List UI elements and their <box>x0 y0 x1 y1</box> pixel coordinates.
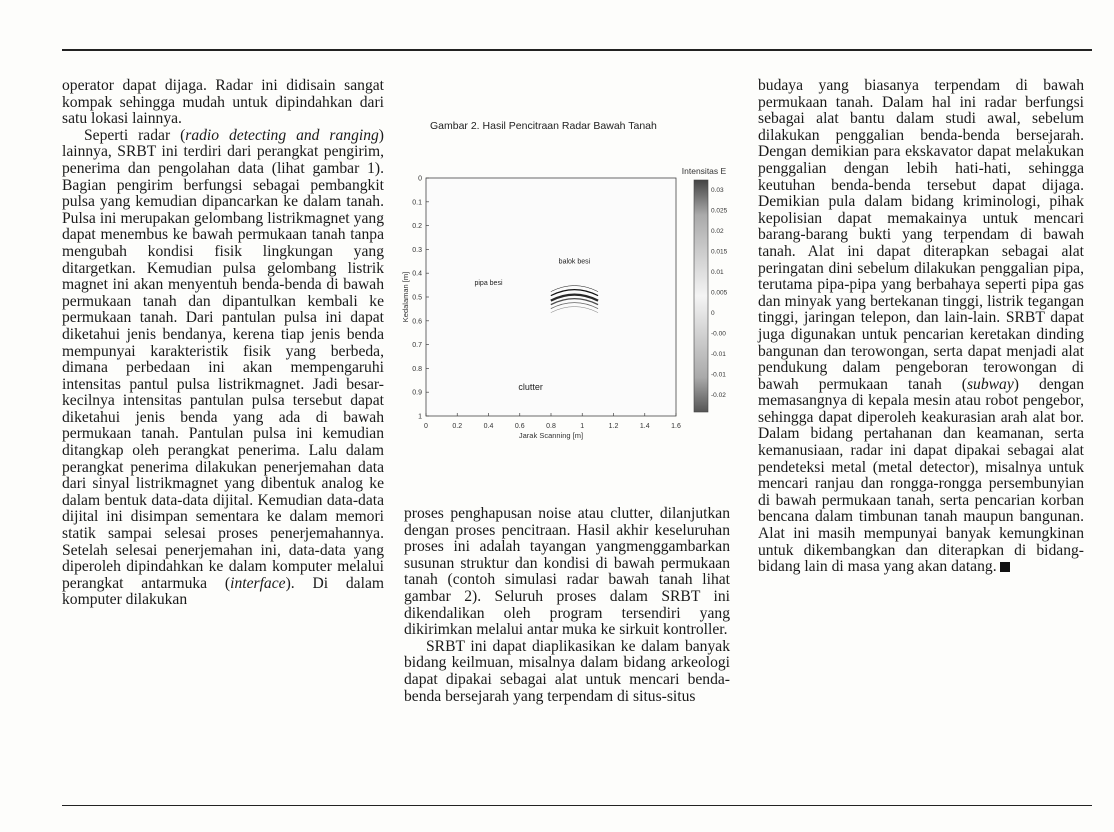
x-tick-label: 1 <box>580 423 585 430</box>
colorbar-tick-label: -0.01 <box>711 351 726 358</box>
y-tick-label: 0.3 <box>412 246 422 254</box>
text: ) lainnya, SRBT ini terdiri dari perangkat pengirim, penerima dan pengolahan data (lihat gambar 1). Bagian pengirim berfungsi sebagai pembangkit pulsa yang kemudian dipancarkan ke dalam tanah. Pulsa ini merupakan gelombang listrikmagnet yang dapat menembus ke bawah permukaan tanah tanpa mengubah kondisi fisik lingkungan yang ditargetkan. Kemudian pulsa gelombang listrik magnet ini akan menyentuh benda-benda di bawah permukaan tanah dan dipantulkan kembali ke permukaan tanah. Dari pantulan pulsa ini dapat diketahui jenis bendanya, kerena tiap jenis benda mempunyai karakteristik fisik yang berbeda, dimana perbedaan ini akan mempengaruhi intensitas pantul pulsa listrikmagnet. Jadi besar-kecilnya intensitas pantulan pulsa tersebut dapat diketahui jenis benda yang ada di bawah permukaan tanah. Pantulan pulsa ini kemudian ditangkap oleh perangkat penerima. Lalu dalam perangkat penerima dilakukan penerjemahan data dari sinyal listrikmagnet yang dibentuk analog ke dalam bentuk data-data dijital. Kemudian data-data dijital ini disimpan sementara ke dalam memori statik sampai selesai proses penerjemahannya. Setelah selesai penerjemahan ini, data-data yang diperoleh dipindahkan ke dalam komputer melalui perangkat antarmuka ( <box>62 126 384 592</box>
y-tick-label: 0.5 <box>412 294 422 302</box>
colorbar-tick-label: 0 <box>711 310 715 317</box>
paragraph: proses penghapusan noise atau clutter, dilanjutkan dengan proses pencitraan. Hasil akhir keseluruhan proses ini adalah tayangan yangmenggambarkan susunan struktur dan kondisi di bawah permukaan tanah (contoh simulasi radar bawah tanah lihat gambar 2). Seluruh proses dalam SRBT ini dikendalikan oleh program tersendiri yang dikirimkan melalui antar muka ke sirkuit kontroller. <box>404 505 730 639</box>
top-rule <box>62 49 1092 51</box>
text: Seperti radar ( <box>84 126 186 144</box>
emphasis: radio detecting and ranging <box>185 126 379 144</box>
text: ) dengan memasangnya di kepala mesin atau robot pengebor, sehingga dapat diperoleh keakurasian arah alat bor. Dalam bidang pertahanan dan keamanan, serta kemanusiaan, radar ini dapat dipakai sebagai alat pendeteksi metal (metal detector), misalnya untuk mencari ranjau dan rongga-rongga persembunyian di bawah permukaan tanah, serta pencarian korban bencana dalam timbunan tanah maupun bangunan. Alat ini masih mempunyai banyak kemungkinan untuk dikembangkan dan diterapkan di bidang-bidang lain di masa yang akan datang. <box>758 375 1084 576</box>
y-tick-label: 0 <box>418 175 422 183</box>
x-tick-label: 0.8 <box>546 423 556 430</box>
colorbar-tick-label: -0.00 <box>711 330 726 338</box>
x-tick-label: 0 <box>424 423 428 430</box>
figure-caption: Gambar 2. Hasil Pencitraan Radar Bawah Tanah <box>430 120 657 132</box>
colorbar-tick-label: 0.03 <box>711 187 724 194</box>
colorbar-label: Intensitas E <box>681 166 727 176</box>
y-tick-label: 0.1 <box>412 199 422 207</box>
colorbar-tick-label: -0.02 <box>711 392 726 399</box>
x-tick-label: 1.2 <box>608 423 619 430</box>
y-tick-label: 0.9 <box>412 389 422 397</box>
paragraph: SRBT ini dapat diaplikasikan ke dalam banyak bidang keilmuan, misalnya dalam bidang arkeologi dapat dipakai sebagai alat untuk mencari benda-benda bersejarah yang terpendam di situs-situs <box>404 637 730 705</box>
y-tick-label: 0.2 <box>412 223 422 231</box>
column-right <box>758 78 1084 576</box>
emphasis: subway <box>966 375 1014 393</box>
y-tick-label: 1 <box>418 413 422 421</box>
end-mark-icon <box>1000 562 1010 572</box>
x-tick-label: 0.6 <box>514 423 525 430</box>
colorbar-tick-label: 0.01 <box>711 269 724 276</box>
bottom-rule <box>62 805 1092 806</box>
annotation-label: balok besi <box>558 258 591 266</box>
annotation-label: pipa besi <box>474 280 503 288</box>
x-tick-label: 1.6 <box>671 423 681 430</box>
colorbar-tick-label: 0.025 <box>711 207 728 215</box>
colorbar <box>694 180 708 412</box>
x-axis-label: Jarak Scanning [m] <box>518 431 584 440</box>
x-tick-label: 1.4 <box>639 423 650 430</box>
figure-2 <box>401 110 740 500</box>
paragraph <box>758 78 1084 576</box>
radar-chart <box>401 110 740 500</box>
y-tick-label: 0.8 <box>412 365 422 373</box>
paragraph: operator dapat dijaga. Radar ini didisain sangat kompak sehingga mudah untuk dipindahkan dari satu lokasi lainnya. <box>62 77 384 128</box>
y-tick-label: 0.7 <box>412 342 422 350</box>
y-tick-label: 0.6 <box>412 318 422 326</box>
text: ). Di dalam komputer dilakukan <box>62 574 384 609</box>
colorbar-tick-label: 0.015 <box>711 248 728 256</box>
x-tick-label: 0.4 <box>483 423 494 430</box>
paragraph <box>62 128 384 609</box>
column-middle <box>404 506 730 705</box>
colorbar-tick-label: -0.01 <box>711 371 726 379</box>
emphasis: interface <box>230 574 286 592</box>
y-axis-label: Kedalaman [m] <box>401 271 410 323</box>
colorbar-tick-label: 0.02 <box>711 228 724 235</box>
annotation-label: clutter <box>518 381 543 392</box>
colorbar-tick-label: 0.005 <box>711 289 728 297</box>
y-tick-label: 0.4 <box>412 270 422 278</box>
x-tick-label: 0.2 <box>452 423 463 430</box>
plot-area <box>426 178 676 416</box>
column-left <box>62 78 384 609</box>
text: budaya yang biasanya terpendam di bawah permukaan tanah. Dalam hal ini radar berfungsi sebagai alat bantu dalam studi awal, sebelum dilakukan penggalian benda-benda bersejarah. Dengan demikian para ekskavator dapat melakukan penggalian dengan lebih hati-hati, sehingga keutuhan benda-benda tersebut dapat dijaga. Demikian pula dalam bidang kriminologi, pihak kepolisian dapat memakainya untuk mencari barang-barang bukti yang terpendam di bawah tanah. Alat ini dapat diterapkan sebagai alat peringatan dini sebelum dilakukan penggalian pipa, terutama pipa-pipa yang berbahaya seperti pipa gas dan minyak yang bertekanan tinggi, listrik tegangan tinggi, jaringan telepon, dan lain-lain. SRBT dapat juga digunakan untuk pencarian keretakan dinding bangunan dan terowongan, serta dapat menjadi alat pendukung dalam pengeboran terowongan di bawah permukaan tanah ( <box>758 77 1084 393</box>
